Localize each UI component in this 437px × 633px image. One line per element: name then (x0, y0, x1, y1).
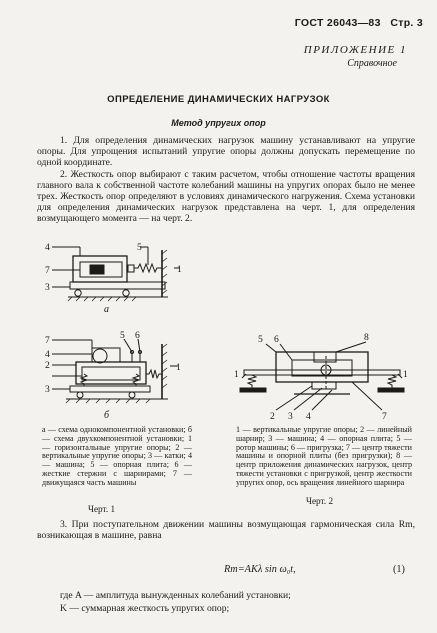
figure-1b (40, 330, 190, 422)
fig1b-sublabel: б (104, 410, 110, 421)
page-number: Стр. 3 (390, 17, 423, 29)
base-plate (70, 282, 165, 289)
fig2-label-6: 6 (274, 334, 279, 345)
paragraph-1: 1. Для определения динамических нагрузок машину устанавливают на упругие опоры. Для упрощения испытаний упругие опоры должны допускать перемещение по одной координате. (37, 135, 415, 168)
paragraph-3: 3. При поступательном движении машины возмущающая гармоническая сила Rm, возникающая в машине, равна (37, 519, 415, 541)
figure-1a (40, 238, 190, 314)
figure-2 (232, 330, 412, 422)
fig2-label-4: 4 (306, 411, 311, 422)
fig2-label-1-right: 1 (403, 369, 408, 380)
fig1b-label-5: 5 (120, 330, 125, 341)
spring (134, 264, 162, 272)
method-title: Метод упругих опор (171, 118, 266, 128)
figure-2-title: Черт. 2 (306, 496, 334, 506)
fig1a-label-3: 3 (45, 282, 50, 293)
definition-A: где A — амплитуда вынужденных колебаний установки; (60, 590, 291, 601)
fig2-label-2: 2 (270, 411, 275, 422)
fig1b-label-2: 2 (45, 360, 50, 371)
section-title: ОПРЕДЕЛЕНИЕ ДИНАМИЧЕСКИХ НАГРУЗОК (107, 94, 330, 105)
fig2-label-8: 8 (364, 332, 369, 343)
appendix-subtitle: Справочное (347, 58, 397, 69)
definition-K: K — суммарная жесткость упругих опор; (60, 603, 230, 614)
fig2-label-5: 5 (258, 334, 263, 345)
fig1b-label-4: 4 (45, 349, 50, 360)
fig1a-label-4: 4 (45, 242, 50, 253)
fig1b-label-6: 6 (135, 330, 140, 341)
base-plate-b (70, 386, 150, 392)
rotor (93, 349, 107, 363)
figure-1-caption: а — схема однокомпонентной установки; б — схема двухкомпонентной установки; 1 — горизонтальные упругие опоры; 2 — вертикальные упругие опоры; 3 — катки; 4 — машина; 5 — опорная плита; 6 — жесткие стержни с шарнирами; 7 — движущаяся часть машины (42, 425, 192, 487)
fig2-label-3: 3 (288, 411, 293, 422)
fig1a-sublabel: а (104, 304, 109, 315)
formula-number: (1) (392, 564, 405, 575)
fig1b-label-1: 1 (176, 362, 181, 373)
fig2-label-7: 7 (382, 411, 387, 422)
fig1a-label-7: 7 (45, 265, 50, 276)
fig1a-label-5: 5 (137, 242, 142, 253)
page-header (295, 17, 423, 29)
roller (123, 290, 129, 296)
fig1b-label-3: 3 (45, 384, 50, 395)
formula: Rm=AKλ sin ω₀t, (224, 564, 296, 575)
roller (75, 290, 81, 296)
fig1b-label-7: 7 (45, 335, 50, 346)
paragraph-2: 2. Жесткость опор выбирают с таким расчетом, чтобы отношение частоты вращения главного вала к собственной частоте колебаний машины на упругих опорах было не менее трех. Жесткость опор определяют в условиях динамического нагружения. Схема установки для определения динамических нагрузок представлена на черт. 1, для определения возмущающего момента — на черт. 2. (37, 169, 415, 224)
fig2-label-1-left: 1 (234, 369, 239, 380)
figure-1-title: Черт. 1 (88, 504, 116, 514)
fig1a-label-1: 1 (177, 264, 182, 275)
standard-number: ГОСТ 26043—83 (294, 17, 381, 29)
figure-2-caption: 1 — вертикальные упругие опоры; 2 — линейный шарнир; 3 — машина; 4 — опорная плита; 5 — ротор машины; 6 — пригрузка; 7 — центр тяжести машины и опорной плиты (без пригрузки); 8 — центр приложения динамических нагрузок, центр тяжести установки с пригрузкой, центр жесткости упругих опор, ось вращения линейного шарнира (236, 425, 412, 487)
appendix-title: ПРИЛОЖЕНИЕ 1 (303, 44, 407, 56)
